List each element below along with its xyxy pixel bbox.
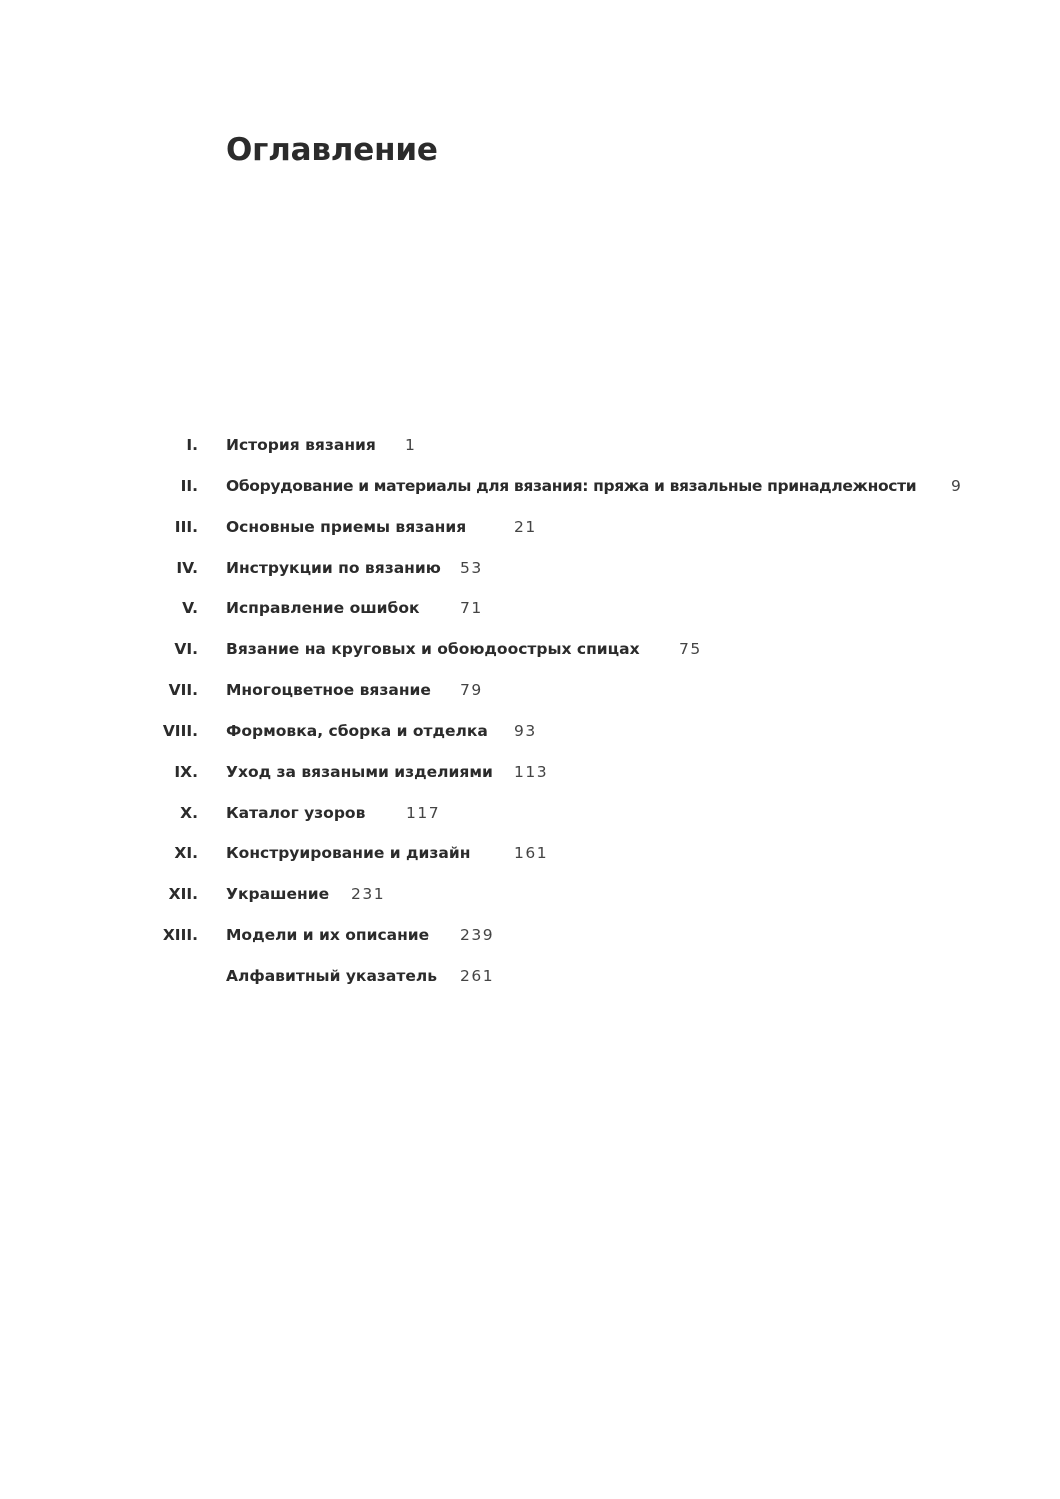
toc-entry-page: 161 xyxy=(514,844,549,863)
toc-entry-title[interactable]: Исправление ошибок xyxy=(226,599,420,618)
toc-entry-title[interactable]: Уход за вязаными изделиями xyxy=(226,762,493,781)
table-of-contents xyxy=(0,430,1060,1002)
toc-entry-number: V. xyxy=(182,599,198,618)
toc-entry-title[interactable]: Конструирование и дизайн xyxy=(226,844,471,863)
toc-entry-title[interactable]: Украшение xyxy=(226,885,330,904)
toc-entry-1[interactable] xyxy=(0,430,1060,471)
toc-entry-7[interactable] xyxy=(0,675,1060,716)
toc-entry-number: VII. xyxy=(168,681,198,700)
toc-entry-10[interactable] xyxy=(0,798,1060,839)
toc-entry-number: X. xyxy=(180,803,198,822)
toc-entry-page: 21 xyxy=(514,517,537,536)
toc-entry-2[interactable] xyxy=(0,471,1060,512)
toc-entry-title[interactable]: Инструкции по вязанию xyxy=(226,558,441,577)
toc-entry-page: 9 xyxy=(951,476,963,495)
toc-entry-number: XI. xyxy=(174,844,198,863)
toc-entry-4[interactable] xyxy=(0,553,1060,594)
toc-entry-number: I. xyxy=(186,436,198,454)
toc-entry-page: 117 xyxy=(406,803,441,822)
toc-entry-title[interactable]: Каталог узоров xyxy=(226,803,366,822)
toc-entry-number: VIII. xyxy=(162,721,198,740)
toc-entry-page: 53 xyxy=(460,558,483,577)
toc-entry-8[interactable] xyxy=(0,716,1060,757)
toc-entry-5[interactable] xyxy=(0,593,1060,634)
toc-entry-page: 239 xyxy=(460,926,495,945)
page-title: Оглавление xyxy=(226,132,438,168)
toc-entry-page: 71 xyxy=(460,599,483,618)
toc-entry-page: 261 xyxy=(460,966,495,985)
toc-entry-6[interactable] xyxy=(0,634,1060,675)
toc-entry-3[interactable] xyxy=(0,512,1060,553)
toc-entry-title[interactable]: Основные приемы вязания xyxy=(226,517,467,536)
toc-entry-14[interactable] xyxy=(0,961,1060,1002)
toc-entry-number: XII. xyxy=(168,885,198,904)
toc-entry-title[interactable]: Многоцветное вязание xyxy=(226,681,431,700)
toc-entry-13[interactable] xyxy=(0,920,1060,961)
toc-entry-page: 113 xyxy=(514,762,549,781)
toc-entry-number: XIII. xyxy=(162,926,198,945)
toc-entry-title[interactable]: Формовка, сборка и отделка xyxy=(226,721,488,740)
toc-entry-number: III. xyxy=(174,517,198,536)
toc-entry-title[interactable]: Модели и их описание xyxy=(226,926,430,945)
toc-entry-title[interactable]: Алфавитный указатель xyxy=(226,966,438,985)
toc-entry-title[interactable]: Вязание на круговых и обоюдоострых спицах xyxy=(226,640,640,659)
toc-entry-9[interactable] xyxy=(0,757,1060,798)
toc-entry-number: II. xyxy=(180,476,198,495)
toc-entry-title[interactable]: История вязания xyxy=(226,436,376,454)
toc-entry-number: IX. xyxy=(174,762,198,781)
toc-entry-number: IV. xyxy=(176,558,198,577)
toc-entry-12[interactable] xyxy=(0,879,1060,920)
toc-entry-title[interactable]: Оборудование и материалы для вязания: пряжа и вязальные принадлежности xyxy=(226,476,917,495)
toc-entry-page: 231 xyxy=(351,885,386,904)
toc-entry-page: 75 xyxy=(679,640,702,659)
toc-entry-page: 79 xyxy=(460,681,483,700)
toc-entry-11[interactable] xyxy=(0,838,1060,879)
toc-entry-page: 1 xyxy=(405,436,417,454)
toc-entry-number: VI. xyxy=(174,640,198,659)
toc-entry-page: 93 xyxy=(514,721,537,740)
